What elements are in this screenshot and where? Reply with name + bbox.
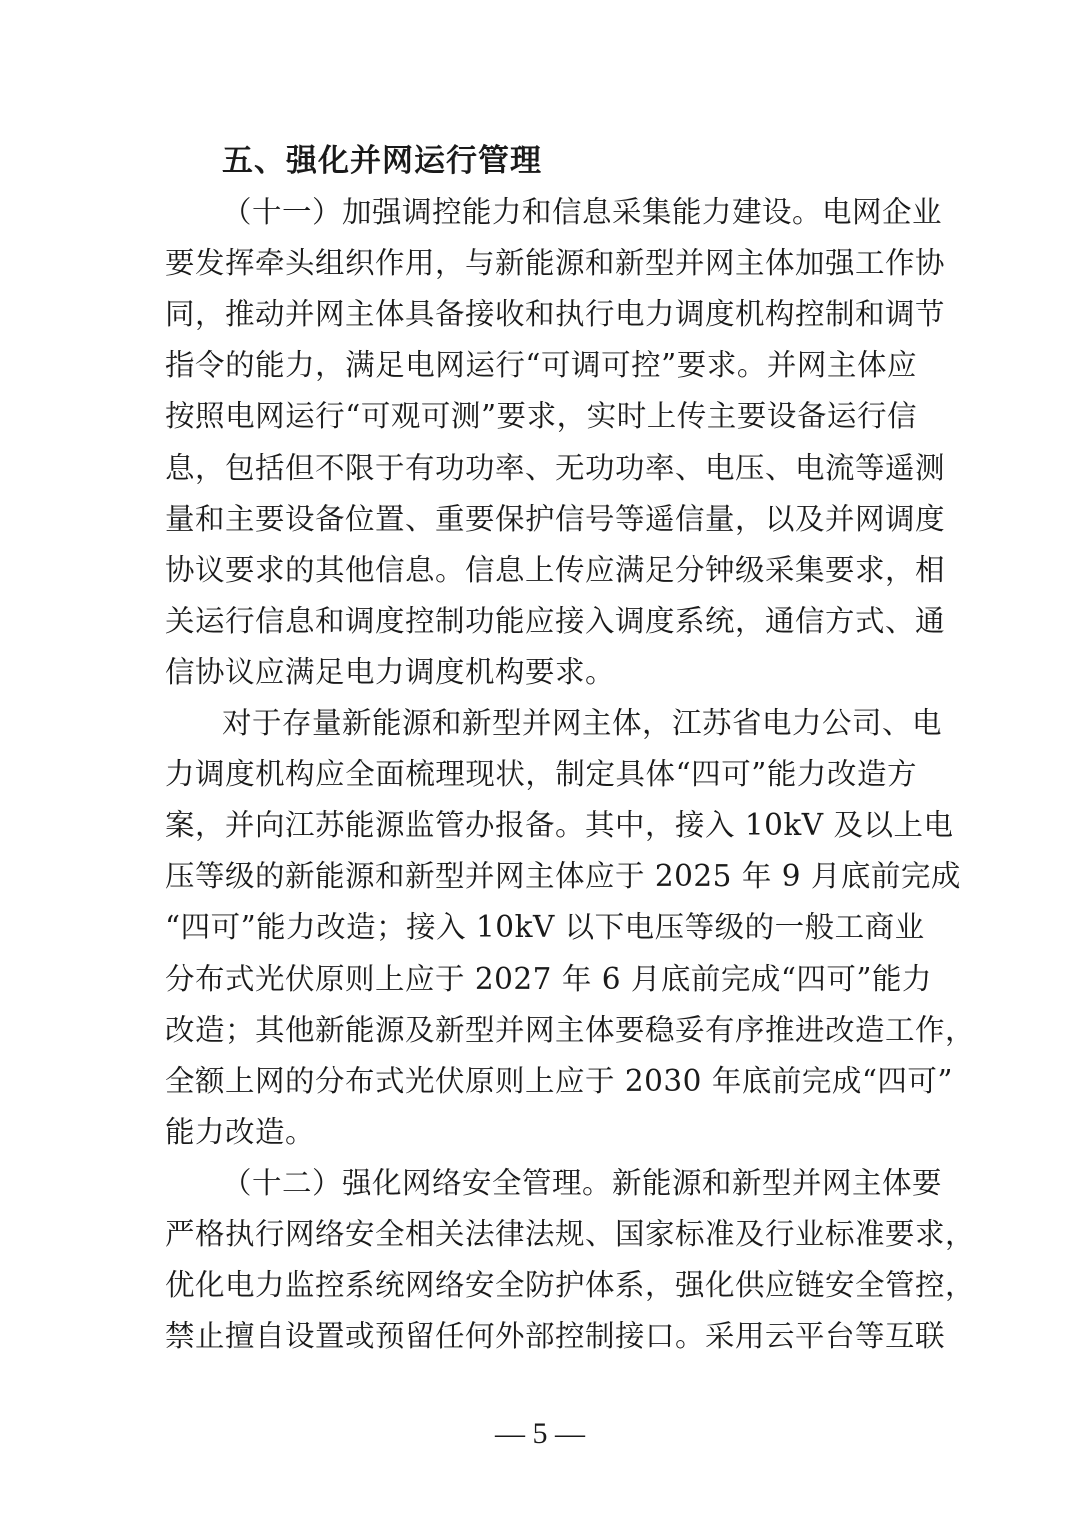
text-line: 息，包括但不限于有功功率、无功功率、电压、电流等遥测	[165, 450, 946, 485]
text-line: 力调度机构应全面梳理现状，制定具体“四可”能力改造方	[165, 757, 917, 792]
text-line: 要发挥牵头组织作用，与新能源和新型并网主体加强工作协	[165, 246, 946, 281]
text-line: 案，并向江苏能源监管办报备。其中，接入 10kV 及以上电	[165, 808, 954, 843]
text-line: 优化电力监控系统网络安全防护体系，强化供应链安全管控，	[165, 1268, 976, 1303]
section-heading: 五、强化并网运行管理	[222, 143, 542, 179]
text-line: 分布式光伏原则上应于 2027 年 6 月底前完成“四可”能力	[165, 961, 933, 996]
text-line: 压等级的新能源和新型并网主体应于 2025 年 9 月底前完成	[165, 859, 961, 894]
text-line: （十一）加强调控能力和信息采集能力建设。电网企业	[222, 195, 943, 229]
text-line: 能力改造。	[165, 1114, 316, 1149]
text-line: 改造；其他新能源及新型并网主体要稳妥有序推进改造工作，	[165, 1012, 976, 1047]
text-line: 量和主要设备位置、重要保护信号等遥信量，以及并网调度	[165, 501, 946, 536]
page-number: — 5 —	[495, 1417, 585, 1450]
text-line: “四可”能力改造；接入 10kV 以下电压等级的一般工商业	[165, 910, 925, 945]
text-line: 同，推动并网主体具备接收和执行电力调度机构控制和调节	[165, 297, 946, 332]
text-line: 信协议应满足电力调度机构要求。	[165, 654, 616, 689]
text-line: 按照电网运行“可观可测”要求，实时上传主要设备运行信	[165, 399, 917, 434]
text-line: 协议要求的其他信息。信息上传应满足分钟级采集要求，相	[165, 552, 946, 587]
text-line: （十二）强化网络安全管理。新能源和新型并网主体要	[222, 1165, 943, 1200]
text-line: 对于存量新能源和新型并网主体，江苏省电力公司、电	[222, 706, 943, 740]
text-line: 禁止擅自设置或预留任何外部控制接口。采用云平台等互联	[165, 1319, 946, 1354]
text-line: 严格执行网络安全相关法律法规、国家标准及行业标准要求，	[165, 1217, 976, 1251]
text-line: 指令的能力，满足电网运行“可调可控”要求。并网主体应	[165, 348, 917, 383]
text-line: 全额上网的分布式光伏原则上应于 2030 年底前完成“四可”	[165, 1063, 953, 1098]
text-line: 关运行信息和调度控制功能应接入调度系统，通信方式、通	[165, 603, 946, 638]
